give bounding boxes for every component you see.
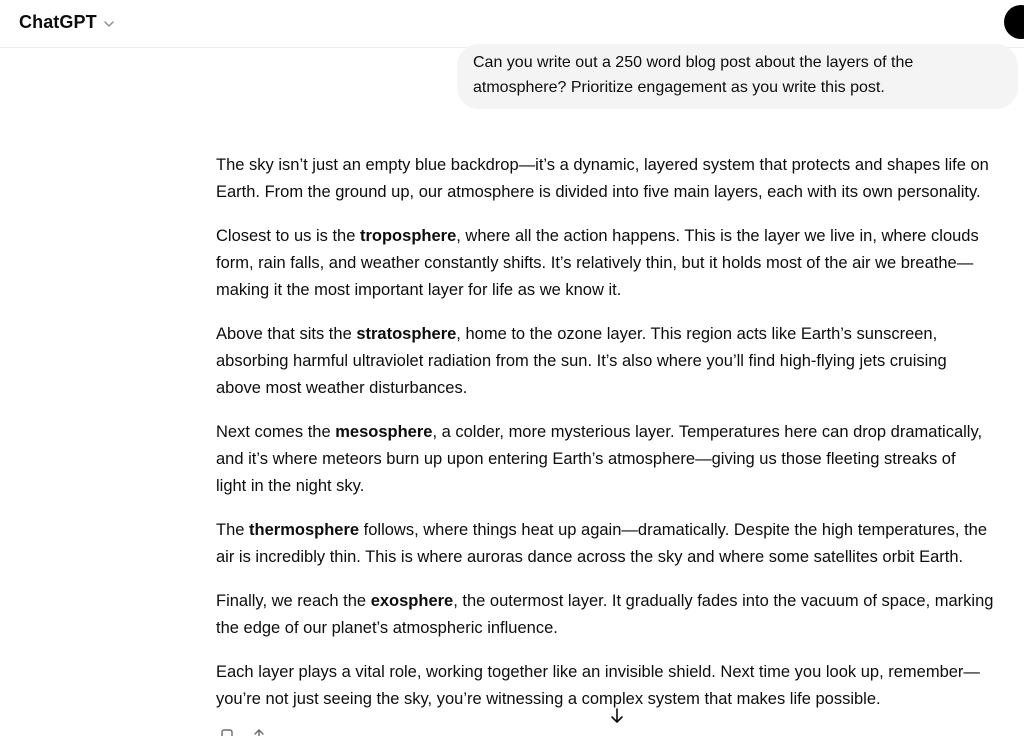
avatar[interactable] [1004,5,1024,39]
assistant-line: Next comes the [216,423,336,441]
user-message-bubble [457,44,1018,109]
assistant-line: Above that sits the [216,325,357,343]
bold-term: thermosphere [249,521,360,539]
assistant-paragraph [216,588,1024,642]
bold-term: mesosphere [335,423,433,441]
assistant-paragraph [216,517,1024,571]
assistant-line: Each layer plays a vital role, working together like an invisible shield. Next time you look up, remember— [216,663,980,681]
assistant-line: , where all the action happens. This is the layer we live in, where clouds [456,227,979,245]
assistant-line: The [216,521,250,539]
user-message-line: Can you write out a 250 word blog post about the layers of the [473,54,914,71]
assistant-line: absorbing harmful ultraviolet radiation from the sun. It’s also where you’ll find high-flying jets cruising [216,352,947,370]
assistant-message [216,152,1024,730]
assistant-line: you’re not just seeing the sky, you’re witnessing a complex system that makes life possible. [216,690,881,708]
assistant-line: , the outermost layer. It gradually fades into the vacuum of space, marking [453,592,994,610]
assistant-line: above most weather disturbances. [216,379,468,397]
assistant-line: the edge of our planet’s atmospheric influence. [216,619,558,637]
assistant-line: Earth. From the ground up, our atmosphere is divided into five main layers, each with its own personality. [216,183,981,201]
assistant-paragraph [216,659,1024,713]
assistant-paragraph [216,152,1024,206]
assistant-line: , a colder, more mysterious layer. Temperatures here can drop dramatically, [432,423,983,441]
assistant-line: making it the most important layer for life as we know it. [216,281,622,299]
assistant-line: , home to the ozone layer. This region acts like Earth’s sunscreen, [456,325,938,343]
assistant-line: and it’s where meteors burn up upon entering Earth’s atmosphere—giving us those fleeting streaks of [216,450,956,468]
assistant-paragraph [216,321,1024,402]
assistant-paragraph [216,419,1024,500]
copy-icon[interactable] [220,728,234,736]
assistant-line: follows, where things heat up again—dramatically. Despite the high temperatures, the [359,521,988,539]
user-message-line: atmosphere? Prioritize engagement as you write this post. [473,79,885,96]
arrow-down-icon [609,707,625,730]
top-bar [0,0,1024,48]
bold-term: troposphere [359,227,457,245]
chevron-down-icon [103,17,115,29]
assistant-paragraph [216,223,1024,304]
bold-term: exosphere [370,592,454,610]
scroll-to-bottom-button[interactable] [606,707,628,729]
model-selector[interactable] [19,10,115,34]
bold-term: stratosphere [356,325,457,343]
share-icon[interactable] [252,728,266,736]
assistant-line: Closest to us is the [216,227,360,245]
model-name: ChatGPT [19,11,97,32]
message-actions [220,728,266,736]
assistant-line: air is incredibly thin. This is where auroras dance across the sky and where some satellites orbit Earth. [216,548,964,566]
assistant-line: Finally, we reach the [216,592,371,610]
assistant-line: form, rain falls, and weather constantly shifts. It’s relatively thin, but it holds most of the air we breathe— [216,254,974,272]
assistant-line: The sky isn’t just an empty blue backdrop—it’s a dynamic, layered system that protects and shapes life on [216,156,989,174]
assistant-line: light in the night sky. [216,477,365,495]
